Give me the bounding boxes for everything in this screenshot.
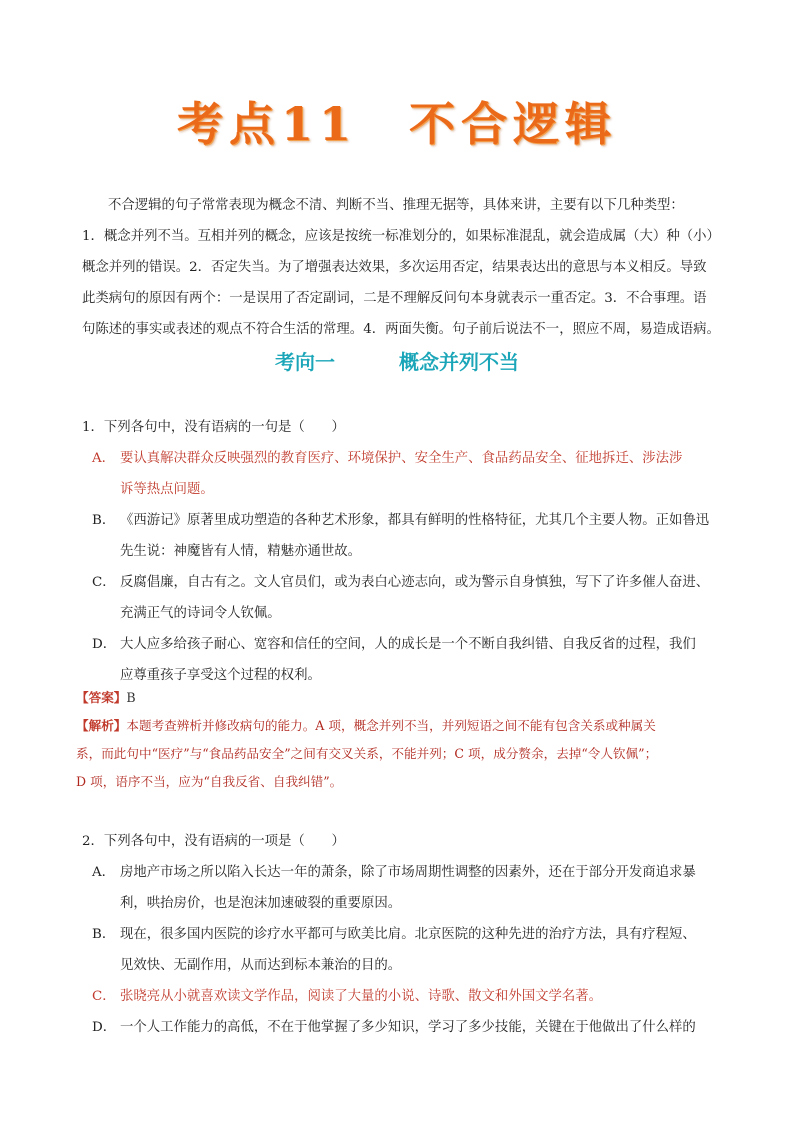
question-2 xyxy=(82,826,732,1043)
option-text: 反腐倡廉，自古有之。文人官员们，或为表白心迹志向，或为警示自身慎独，写下了许多催人奋进、 xyxy=(120,575,710,590)
answer-value: B xyxy=(126,690,136,705)
option-text: 一个人工作能力的高低，不在于他掌握了多少知识，学习了多少技能，关键在于他做出了什么样的 xyxy=(120,1020,696,1035)
option-text: 见效快、无副作用，从而达到标本兼治的目的。 xyxy=(120,958,402,973)
intro-line: 1．概念并列不当。互相并列的概念，应该是按统一标准划分的，如果标准混乱，就会造成属（大）种（小） xyxy=(82,229,720,244)
option-text: 现在，很多国内医院的诊疗水平都可与欧美比肩。北京医院的这种先进的治疗方法，具有疗程短、 xyxy=(120,927,696,942)
question-1 xyxy=(82,412,732,691)
section-heading xyxy=(0,346,794,375)
option-text: 《西游记》原著里成功塑造的各种艺术形象，都具有鲜明的性格特征，尤其几个主要人物。正如鲁迅 xyxy=(120,513,710,528)
question-stem: 1．下列各句中，没有语病的一句是（ ） xyxy=(82,420,345,435)
option-a xyxy=(82,857,732,919)
section-name: 概念并列不当 xyxy=(399,350,519,374)
option-text: 要认真解决群众反映强烈的教育医疗、环境保护、安全生产、食品药品安全、征地拆迁、涉法涉 xyxy=(120,451,683,466)
question-stem: 2．下列各句中，没有语病的一项是（ ） xyxy=(82,834,345,849)
option-a xyxy=(82,443,732,505)
option-label: D． xyxy=(92,1020,117,1035)
answer-tag: 【答案】 xyxy=(76,690,127,705)
option-label: D． xyxy=(92,637,117,652)
section-label: 考向一 xyxy=(275,350,335,374)
option-text: 大人应多给孩子耐心、宽容和信任的空间，人的成长是一个不断自我纠错、自我反省的过程，我们 xyxy=(120,637,696,652)
option-d xyxy=(82,1012,732,1043)
intro-line: 此类病句的原因有两个：一是误用了否定副词，二是不理解反问句本身就表示一重否定。3．不合事理。语 xyxy=(82,291,707,306)
option-c xyxy=(82,567,732,629)
option-text: 先生说：神魔皆有人情，精魅亦通世故。 xyxy=(120,544,362,559)
answer-block xyxy=(76,684,736,796)
page-title: 考点11 不合逻辑 xyxy=(176,97,617,151)
option-text: 充满正气的诗词令人钦佩。 xyxy=(120,606,281,621)
option-text: 房地产市场之所以陷入长达一年的萧条，除了市场周期性调整的因素外，还在于部分开发商追求暴 xyxy=(120,865,696,880)
option-text: 应尊重孩子享受这个过程的权利。 xyxy=(120,668,321,683)
analysis-line xyxy=(76,712,736,740)
analysis-tag: 【解析】 xyxy=(76,718,127,733)
option-c xyxy=(82,981,732,1012)
analysis-line: 系，而此句中“医疗”与“食品药品安全”之间有交叉关系，不能并列；C 项，成分赘余，去掉“令人钦佩”； xyxy=(76,746,658,761)
option-label: A． xyxy=(92,865,116,880)
option-text: 利，哄抬房价，也是泡沫加速破裂的重要原因。 xyxy=(120,896,402,911)
analysis-line: D 项，语序不当，应为“自我反省、自我纠错”。 xyxy=(76,774,343,789)
intro-line: 不合逻辑的句子常常表现为概念不清、判断不当、推理无据等，具体来讲，主要有以下几种类型： xyxy=(108,198,684,213)
option-label: C． xyxy=(92,575,116,590)
intro-line: 句陈述的事实或表述的观点不符合生活的常理。4．两面失衡。句子前后说法不一，照应不周，易造成语病。 xyxy=(82,322,720,337)
intro-line: 概念并列的错误。2．否定失当。为了增强表达效果，多次运用否定，结果表达出的意思与本义相反。导致 xyxy=(82,260,707,275)
answer-line xyxy=(76,684,736,712)
option-label: A． xyxy=(92,451,116,466)
intro-paragraph xyxy=(82,190,722,345)
option-label: B． xyxy=(92,513,116,528)
analysis-text: 本题考查辨析并修改病句的能力。A 项，概念并列不当，并列短语之间不能有包含关系或种属关 xyxy=(126,718,656,733)
option-d xyxy=(82,629,732,691)
option-b xyxy=(82,919,732,981)
option-text: 张晓亮从小就喜欢读文学作品，阅读了大量的小说、诗歌、散文和外国文学名著。 xyxy=(120,989,603,1004)
option-label: B． xyxy=(92,927,116,942)
option-b xyxy=(82,505,732,567)
option-label: C． xyxy=(92,989,116,1004)
option-text: 诉等热点问题。 xyxy=(120,482,214,497)
